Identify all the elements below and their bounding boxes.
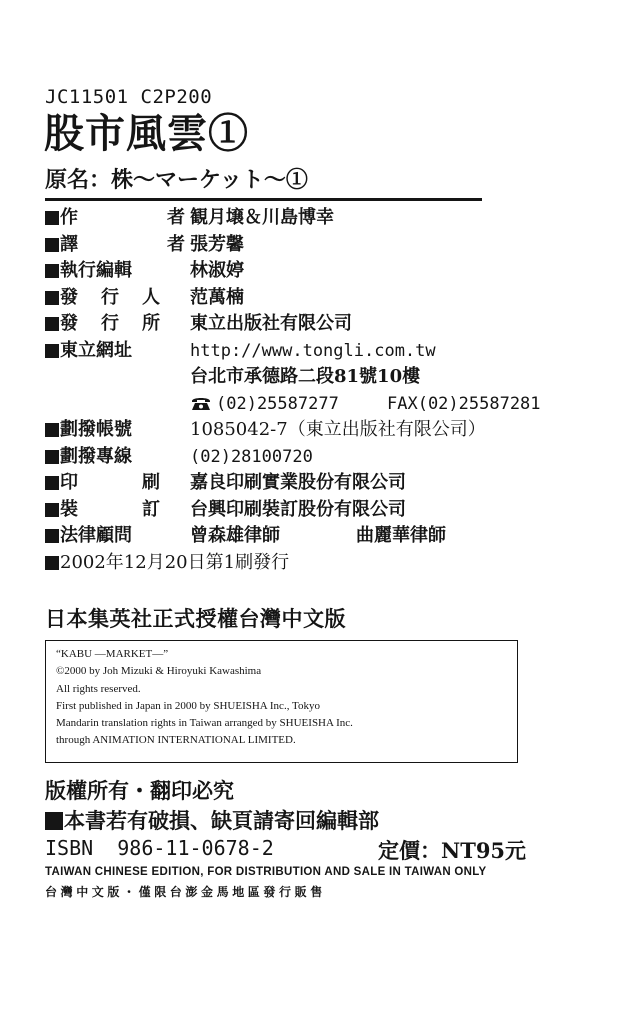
credit-row-postal-account [45, 417, 585, 444]
credit-label: 法律顧問 [60, 525, 132, 546]
copyright-line: All rights reserved. [56, 682, 141, 695]
phone-number: (02)25587277 [190, 391, 339, 417]
bullet-square [45, 264, 59, 278]
address: 台北市承德路二段81號10樓 [190, 366, 421, 387]
bullet-square [45, 556, 59, 570]
copyright-box [45, 640, 518, 763]
bullet-square [45, 503, 59, 517]
credit-row-printing [45, 470, 585, 497]
fax-number: FAX(02)25587281 [387, 393, 541, 414]
bullet-square [45, 423, 59, 437]
bullet-square [45, 812, 63, 830]
credit-label: 發 行 人 [60, 286, 160, 308]
credit-row-legal [45, 523, 585, 550]
credit-row-binding [45, 497, 585, 524]
damaged-notice: 本書若有破損、缺頁請寄回編輯部 [45, 805, 379, 835]
website-url: http://www.tongli.com.tw [190, 340, 436, 361]
rights-notice: 版權所有・翻印必究 [45, 778, 234, 803]
telephone-icon [190, 395, 212, 411]
copyright-line: Mandarin translation rights in Taiwan arranged by SHUEISHA Inc. [56, 717, 353, 730]
title-divider [45, 198, 482, 201]
credit-value: 張芳馨 [190, 233, 244, 255]
bullet-square [45, 476, 59, 490]
book-title: 股市風雲① [44, 110, 249, 157]
price: 定價：NT95元 [378, 838, 527, 863]
credit-value: 嘉良印刷實業股份有限公司 [190, 472, 406, 493]
copyright-line: “KABU —MARKET—” [56, 648, 169, 660]
credit-row-author [45, 205, 585, 232]
copyright-line: through ANIMATION INTERNATIONAL LIMITED. [56, 734, 296, 747]
first-print-date: 2002年12月20日第1刷發行 [60, 551, 290, 573]
credits-list [45, 205, 585, 576]
bullet-square [45, 529, 59, 543]
credit-value: 曾森雄律師 [190, 525, 280, 546]
credit-row-publishing-house [45, 311, 585, 338]
bullet-square [45, 317, 59, 331]
credit-label: 東立網址 [60, 339, 132, 361]
credit-value: 林淑婷 [190, 260, 244, 281]
authorization-notice: 日本集英社正式授權台灣中文版 [45, 606, 346, 631]
credit-row-editor [45, 258, 585, 285]
bullet-square [45, 450, 59, 464]
credit-row-publisher [45, 285, 585, 312]
credit-value: 1085042-7（東立出版社有限公司） [190, 419, 486, 440]
first-print-row [45, 550, 585, 577]
credit-value: 東立出版社有限公司 [190, 313, 352, 334]
credit-value-secondary: 曲麗華律師 [356, 525, 446, 546]
bullet-square [45, 238, 59, 252]
credit-row-website [45, 338, 585, 365]
address-row [45, 364, 585, 391]
credit-label: 印 刷 [60, 472, 160, 493]
credit-label: 執行編輯 [60, 260, 132, 281]
credit-label: 劃撥專線 [60, 445, 132, 467]
bullet-square [45, 291, 59, 305]
bullet-square [45, 344, 59, 358]
credit-value: 范萬楠 [190, 286, 244, 308]
isbn: ISBN 986-11-0678-2 [45, 836, 274, 860]
sale-note: 台灣中文版・僅限台澎金馬地區發行販售 [45, 885, 326, 899]
original-title: 原名：株～マーケット～① [45, 167, 308, 193]
credit-label: 發 行 所 [60, 313, 160, 334]
credit-label: 裝 訂 [60, 498, 160, 520]
product-code: JC11501 C2P200 [45, 86, 213, 108]
credit-label: 作 者 [60, 207, 185, 228]
credit-value: 観月壌＆川島博幸 [190, 207, 334, 228]
credit-label: 劃撥帳號 [60, 419, 132, 440]
credit-value: (02)28100720 [190, 446, 313, 467]
bullet-square [45, 211, 59, 225]
edition-note: TAIWAN CHINESE EDITION, FOR DISTRIBUTION AND SALE IN TAIWAN ONLY [45, 866, 487, 878]
credit-label: 譯 者 [60, 233, 185, 255]
credit-row-translator [45, 232, 585, 259]
copyright-line: First published in Japan in 2000 by SHUEISHA Inc., Tokyo [56, 699, 320, 712]
credit-value: 台興印刷裝訂股份有限公司 [190, 498, 406, 520]
credit-row-postal-line [45, 444, 585, 471]
contact-row [45, 391, 585, 418]
copyright-line: ©2000 by Joh Mizuki & Hiroyuki Kawashima [56, 665, 262, 678]
